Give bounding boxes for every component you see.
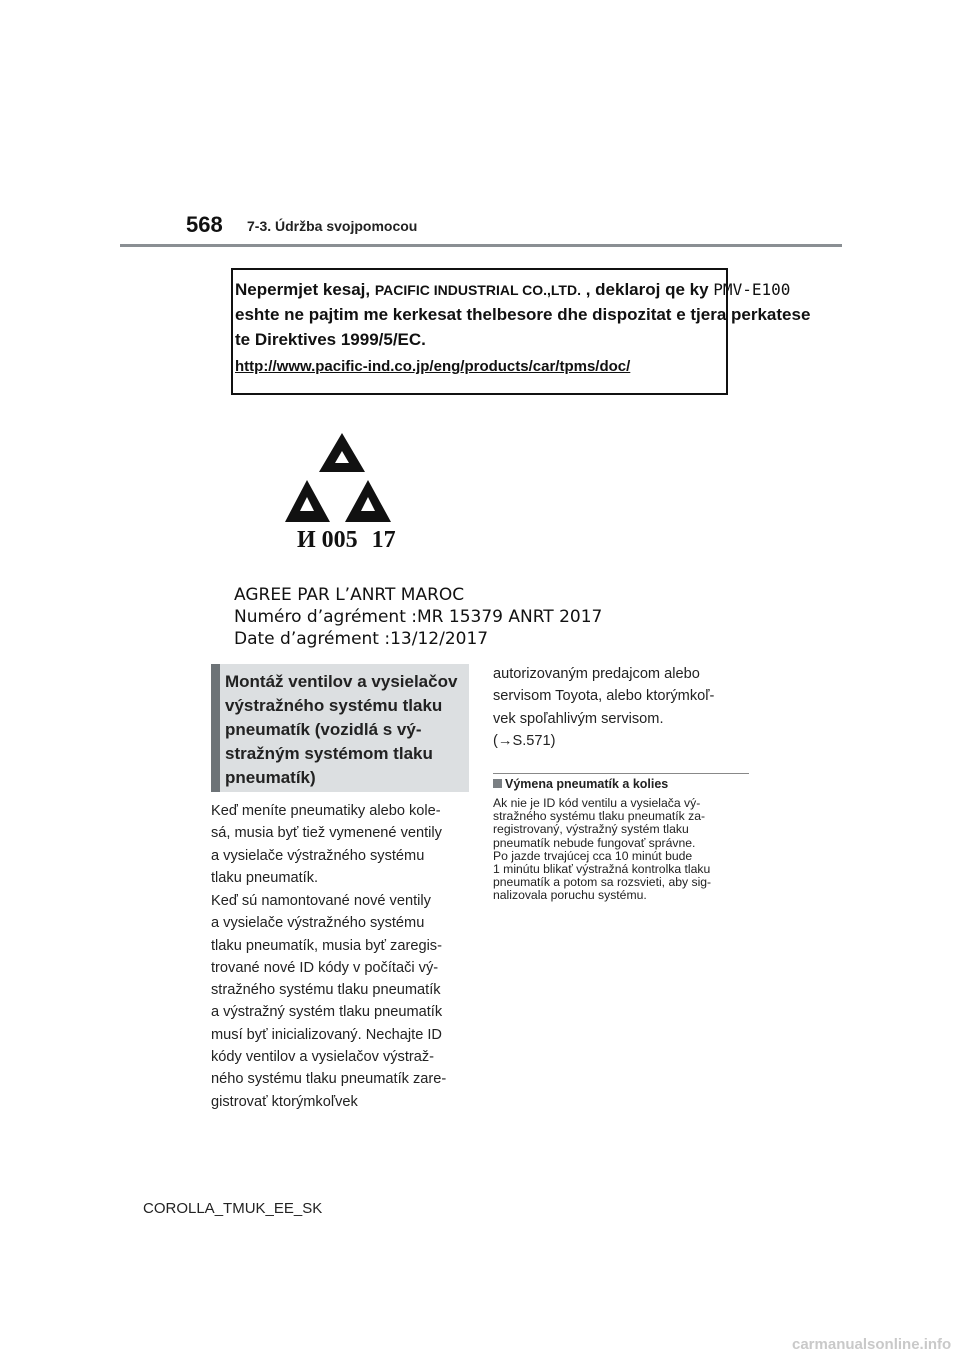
declaration-company: PACIFIC INDUSTRIAL CO.,LTD. — [374, 282, 581, 298]
text-line: pneumatík nebude fungovať správne. — [493, 835, 696, 850]
text-line: servisom Toyota, alebo ktorýmkoľ- — [493, 688, 715, 705]
subsection-title: Výmena pneumatík a kolies — [505, 777, 669, 791]
left-paragraph-1 — [211, 800, 473, 889]
text-line: stražného systému tlaku pneumatík za- — [493, 809, 706, 824]
text-line: Po jazde trvajúcej cca 10 minút bude — [493, 848, 693, 863]
section-title: 7-3. Údržba svojpomocou — [247, 218, 418, 234]
topic-title-line: pneumatík) — [225, 768, 316, 787]
left-paragraph-2 — [211, 890, 473, 1113]
subsection-heading — [493, 777, 668, 791]
text-line: pneumatík a potom sa rozsvieti, aby sig- — [493, 875, 712, 890]
text-line: tlaku pneumatík, musia byť zaregis- — [211, 937, 442, 954]
certification-code-b: 17 — [371, 527, 396, 553]
text-line: Keď meníte pneumatiky alebo kole- — [211, 803, 441, 819]
declaration-text-b: , deklaroj qe ky — [585, 280, 709, 299]
topic-title-line: Montáž ventilov a vysielačov — [225, 672, 458, 691]
subsection-text — [493, 797, 755, 903]
text-line: 1 minútu blikať výstražná kontrolka tlaku — [493, 862, 711, 877]
certification-code-a: И 005 — [297, 527, 358, 553]
declaration-url: http://www.pacific-ind.co.jp/eng/products/car/tpms/doc/ — [235, 358, 631, 375]
declaration-line-1 — [235, 280, 790, 300]
certification-code — [297, 527, 410, 554]
text-line: trované nové ID kódy v počítači vý- — [211, 959, 439, 976]
text-line: musí byť inicializovaný. Nechajte ID — [211, 1026, 442, 1043]
text-line: stražného systému tlaku pneumatík — [211, 982, 441, 999]
topic-title-line: stražným systémom tlaku — [225, 744, 433, 763]
text-line: vek spoľahlivým servisom. — [493, 710, 664, 727]
declaration-line-2: eshte ne pajtim me kerkesat thelbesore dhe dispozitat e tjera perkatese — [235, 305, 811, 324]
text-line: Ak nie je ID kód ventilu a vysielača vý- — [493, 796, 701, 810]
footer-doc-id: COROLLA_TMUK_EE_SK — [143, 1200, 323, 1217]
text-line: ného systému tlaku pneumatík zare- — [211, 1071, 447, 1088]
text-line: autorizovaným predajcom alebo — [493, 666, 700, 682]
text-line: gistrovať ktorýmkoľvek — [211, 1093, 358, 1110]
square-bullet-icon — [493, 779, 502, 788]
topic-title — [225, 670, 465, 790]
topic-title-line: výstražného systému tlaku — [225, 696, 443, 715]
declaration-text-a: Nepermjet kesaj, — [235, 280, 371, 299]
text-line: a výstražný systém tlaku pneumatík — [211, 1004, 443, 1021]
text-line: a vysielače výstražného systému — [211, 847, 425, 864]
subsection-divider — [493, 773, 749, 774]
right-paragraph-1 — [493, 663, 753, 752]
anrt-line-2: Numéro d’agrément :MR 15379 ANRT 2017 — [234, 607, 603, 627]
text-line: a vysielače výstražného systému — [211, 915, 425, 932]
declaration-line-3: te Direktives 1999/5/EC. — [235, 330, 426, 349]
text-line: registrovaný, výstražný systém tlaku — [493, 822, 689, 837]
declaration-box — [231, 268, 811, 395]
watermark: carmanualsonline.info — [792, 1336, 952, 1353]
topic-title-line: pneumatík (vozidlá s vý- — [225, 720, 422, 739]
text-line: nalizovala poruchu systému. — [493, 888, 647, 903]
anrt-line-1: AGREE PAR L’ANRT MAROC — [234, 585, 465, 605]
topic-box — [211, 664, 469, 792]
page-number: 568 — [186, 212, 223, 237]
anrt-line-3: Date d’agrément :13/12/2017 — [234, 629, 489, 649]
text-line: sá, musia byť tiež vymenené ventily — [211, 825, 442, 842]
page-reference-link[interactable]: (→S.571) — [493, 732, 556, 749]
text-line: Keď sú namontované nové ventily — [211, 893, 431, 909]
text-line: tlaku pneumatík. — [211, 869, 319, 886]
text-line: kódy ventilov a vysielačov výstraž- — [211, 1049, 435, 1066]
declaration-model: PMV-E100 — [713, 280, 791, 299]
header-divider — [120, 244, 842, 247]
